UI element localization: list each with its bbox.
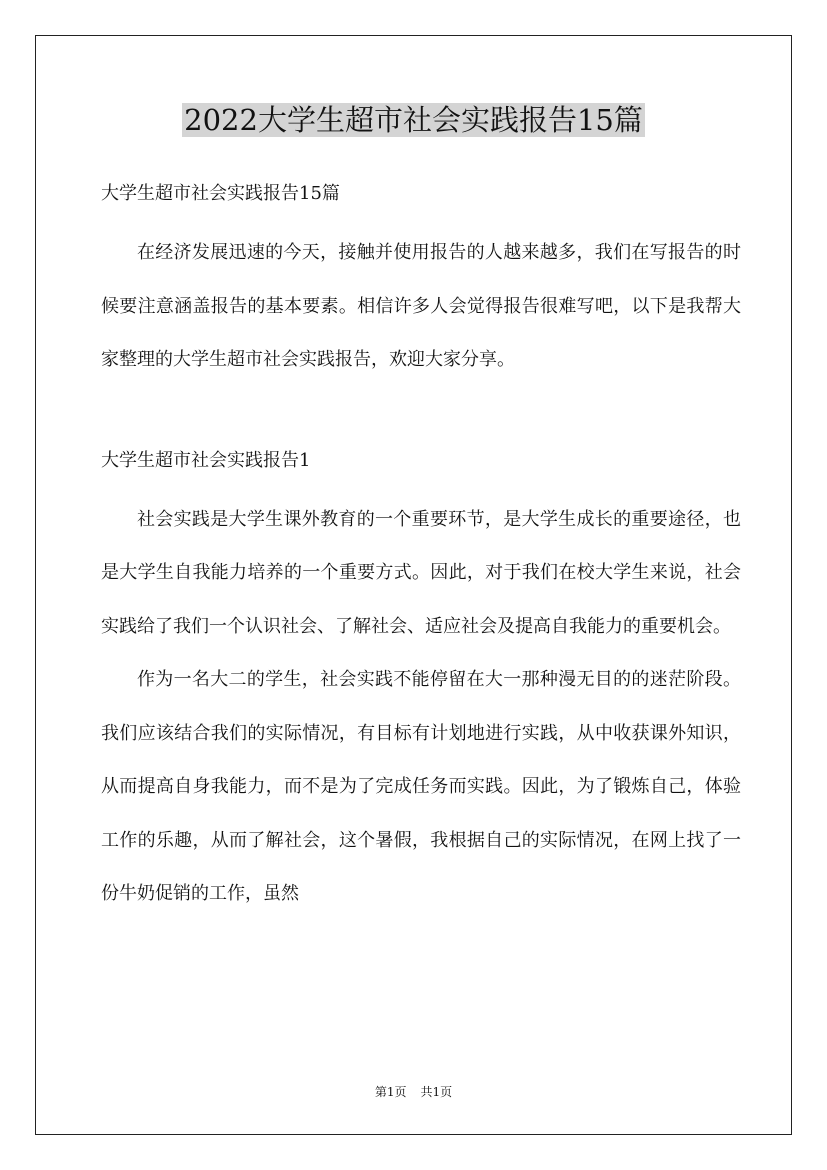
- document-subtitle: 大学生超市社会实践报告15篇: [101, 183, 340, 204]
- spacer: [101, 481, 741, 493]
- body-paragraph-1: 社会实践是大学生课外教育的一个重要环节，是大学生成长的重要途径，也是大学生自我能力培养的一个重要方式。因此，对于我们在校大学生来说，社会实践给了我们一个认识社会、了解社会、适应社会及提高自我能力的重要机会。: [101, 508, 741, 637]
- section-heading: 大学生超市社会实践报告1: [101, 449, 311, 471]
- body-paragraph-2: 作为一名大二的学生，社会实践不能停留在大一那种漫无目的的迷茫阶段。我们应该结合我们的实际情况，有目标有计划地进行实践，从中收获课外知识，从而提高自身我能力，而不是为了完成任务而实践。因此，为了锻炼自己，体验工作的乐趣，从而了解社会，这个暑假，我根据自己的实际情况，在网上找了一份牛奶促销的工作，虽然: [101, 669, 741, 904]
- document-title: [0, 98, 827, 142]
- page-total: 共1页: [420, 1085, 453, 1099]
- document-title-text: 2022大学生超市社会实践报告15篇: [184, 103, 643, 137]
- spacer: [101, 387, 741, 441]
- page-number: 第1页: [374, 1085, 407, 1099]
- document-body: [101, 174, 741, 921]
- intro-paragraph: 在经济发展迅速的今天，接触并使用报告的人越来越多，我们在写报告的时候要注意涵盖报告的基本要素。相信许多人会觉得报告很难写吧，以下是我帮大家整理的大学生超市社会实践报告，欢迎大家分享。: [101, 242, 741, 370]
- spacer: [101, 214, 741, 226]
- page-footer: [0, 1082, 827, 1102]
